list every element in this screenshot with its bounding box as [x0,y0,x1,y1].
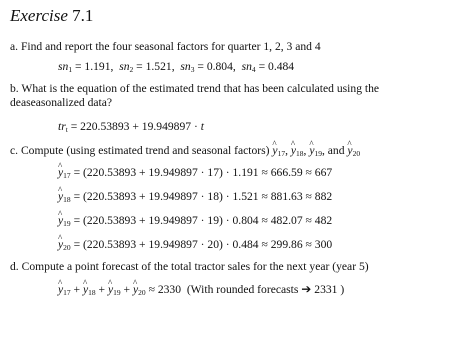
exercise-title [10,6,93,26]
total-forecast: ^ $y_{17}$ + ^ $y_{18}$ + ^ $y_{19}$ + ^ $y_{20} \approx 2330$ (With rounded forecasts ➔ 2331 ) [58,282,344,297]
question-c: c. Compute (using estimated trend and seasonal factors) ^ $y_{17}$, ^ $y_{18}$, ^ $y_{19}$, and ^ $y_{20}$ [10,144,360,158]
sn1: $sn_1 = 1.191$, [58,60,114,74]
question-a: a. Find and report the four seasonal factors for quarter 1, 2, 3 and 4 [10,40,321,53]
question-d: d. Compute a point forecast of the total tractor sales for the next year (year 5) [10,260,369,273]
sn2: $sn_2 = 1.521$, [119,60,175,74]
sn3: $sn_3 = 0.804$, [180,60,236,74]
seasonal-factors [58,60,294,74]
arrow-icon: ➔ [301,282,312,296]
forecast-y20: ^ $y_{20} = (220.53893 + 19.949897 \cdot 20) \cdot 0.484 \approx 299.86 \approx 300$ [58,238,332,252]
question-b-line2: deaseasonalized data? [10,96,113,109]
question-b-line1: b. What is the equation of the estimated trend that has been calculated using the [10,82,380,95]
title-number: 7.1 [72,6,94,25]
title-word: Exercise [10,6,68,25]
forecast-y18: ^ $y_{18} = (220.53893 + 19.949897 \cdot 18) \cdot 1.521 \approx 881.63 \approx 882$ [58,190,332,204]
forecast-y19: ^ $y_{19} = (220.53893 + 19.949897 \cdot 19) \cdot 0.804 \approx 482.07 \approx 482$ [58,214,332,228]
trend-equation: $tr_t = 220.53893 + 19.949897 \cdot t$ [58,120,204,134]
forecast-y17: ^ $y_{17} = (220.53893 + 19.949897 \cdot 17) \cdot 1.191 \approx 666.59 \approx 667$ [58,166,332,180]
sn4: $sn_4 = 0.484$ [241,60,295,74]
